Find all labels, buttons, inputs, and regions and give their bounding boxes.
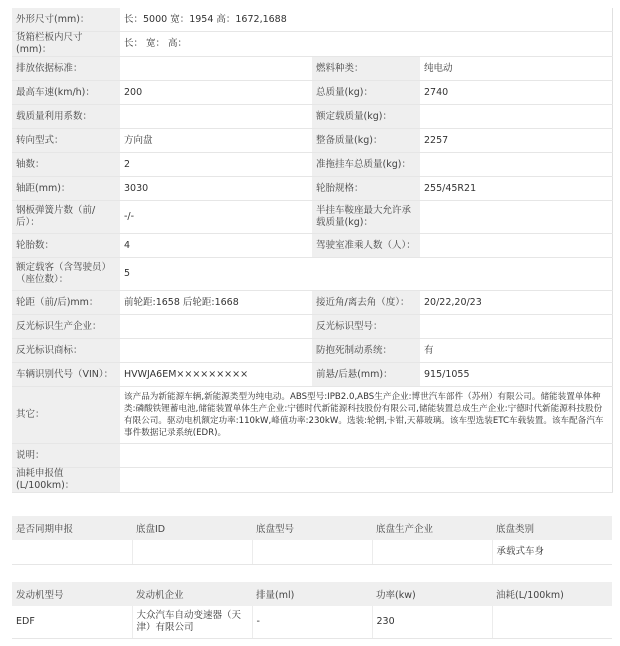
cell-power: 230: [372, 606, 492, 639]
value-steering: 方向盘: [120, 129, 312, 153]
value-wheelbase: 3030: [120, 177, 312, 201]
label-cab-occupants: 驾驶室准乘人数（人）：: [312, 234, 420, 258]
value-fuel-consumption: [120, 468, 612, 493]
cell-engine-model: EDF: [12, 606, 132, 639]
header-chassis-model: 底盘型号: [252, 516, 372, 540]
chassis-table: [12, 516, 612, 565]
value-rated-load: [420, 105, 612, 129]
label-tire-count: 轮胎数：: [12, 234, 120, 258]
label-fuel-type: 燃料种类：: [312, 57, 420, 81]
table-row: [12, 57, 612, 81]
value-reflector-model: [420, 315, 612, 339]
table-header-row: [12, 516, 612, 540]
cell-chassis-maker: [372, 540, 492, 565]
value-fuel-type: 纯电动: [420, 57, 612, 81]
label-rated-load: 额定载质量(kg)：: [312, 105, 420, 129]
value-curb-mass: 2257: [420, 129, 612, 153]
label-other: 其它：: [12, 387, 120, 444]
value-trailer-mass: [420, 153, 612, 177]
table-row: [12, 201, 612, 234]
cell-displacement: -: [252, 606, 372, 639]
label-reflector-model: 反光标识型号：: [312, 315, 420, 339]
label-curb-mass: 整备质量(kg)：: [312, 129, 420, 153]
cell-chassis-type: 承载式车身: [492, 540, 612, 565]
table-header-row: [12, 582, 612, 606]
label-approach-departure: 接近角/离去角（度）：: [312, 291, 420, 315]
value-reflector-brand: [120, 339, 312, 363]
table-row: [12, 315, 612, 339]
table-row: [12, 234, 612, 258]
value-seats: 5: [120, 258, 612, 291]
table-row: [12, 177, 612, 201]
header-concurrent-declaration: 是否同期申报: [12, 516, 132, 540]
value-overhang: 915/1055: [420, 363, 612, 387]
value-leaf-springs: -/-: [120, 201, 312, 234]
table-row: [12, 606, 612, 639]
value-cargo-dimensions: 长： 宽： 高：: [120, 32, 612, 57]
label-overhang: 前悬/后悬(mm)：: [312, 363, 420, 387]
value-dimensions: 长：5000 宽：1954 高：1672,1688: [120, 8, 612, 32]
label-dimensions: 外形尺寸(mm)：: [12, 8, 120, 32]
label-vin: 车辆识别代号（VIN）：: [12, 363, 120, 387]
label-cargo-dimensions: 货箱栏板内尺寸(mm)：: [12, 32, 120, 57]
value-other: 该产品为新能源车辆,新能源类型为纯电动。ABS型号:IPB2.0,ABS生产企业:博世汽车部件（苏州）有限公司。储能装置单体种类:磷酸铁锂蓄电池,储能装置单体生产企业:宁德时代新能源科技股份有限公司,储能装置总成生产企业:宁德时代新能源科技股份有限公司。驱动电机额定功率:110kW,峰值功率:230kW。选装:轮辋,卡钳,天幕玻璃。该车型选装ETC车载装置。该车配备汽车事件数据记录系统(EDR)。: [120, 387, 612, 444]
table-row: [12, 32, 612, 57]
value-track: 前轮距:1658 后轮距:1668: [120, 291, 312, 315]
label-trailer-mass: 准拖挂车总质量(kg)：: [312, 153, 420, 177]
cell-chassis-id: [132, 540, 252, 565]
label-track: 轮距（前/后)mm：: [12, 291, 120, 315]
label-reflector-maker: 反光标识生产企业：: [12, 315, 120, 339]
value-emission-standard: [120, 57, 312, 81]
value-axles: 2: [120, 153, 312, 177]
table-row: [12, 339, 612, 363]
label-emission-standard: 排放依据标准：: [12, 57, 120, 81]
table-row: [12, 540, 612, 565]
value-load-factor: [120, 105, 312, 129]
cell-chassis-model: [252, 540, 372, 565]
header-chassis-type: 底盘类别: [492, 516, 612, 540]
table-row: [12, 129, 612, 153]
label-reflector-brand: 反光标识商标：: [12, 339, 120, 363]
label-axles: 轴数：: [12, 153, 120, 177]
label-seats: 额定载客（含驾驶员）（座位数）：: [12, 258, 120, 291]
table-row: [12, 387, 612, 444]
value-reflector-maker: [120, 315, 312, 339]
value-notes: [120, 444, 612, 468]
label-load-factor: 载质量利用系数：: [12, 105, 120, 129]
label-steering: 转向型式：: [12, 129, 120, 153]
header-engine-model: 发动机型号: [12, 582, 132, 606]
table-row: [12, 8, 612, 32]
table-row: [12, 81, 612, 105]
label-tire-spec: 轮胎规格：: [312, 177, 420, 201]
header-engine-maker: 发动机企业: [132, 582, 252, 606]
table-row: [12, 105, 612, 129]
vehicle-params-table: [12, 8, 613, 493]
value-abs: 有: [420, 339, 612, 363]
cell-engine-maker: 大众汽车自动变速器（天津）有限公司: [132, 606, 252, 639]
value-gross-mass: 2740: [420, 81, 612, 105]
header-power: 功率(kw): [372, 582, 492, 606]
cell-fuel-consumption: [492, 606, 612, 639]
header-chassis-maker: 底盘生产企业: [372, 516, 492, 540]
engine-table: [12, 582, 612, 639]
table-row: [12, 363, 612, 387]
header-fuel-consumption: 油耗(L/100km): [492, 582, 612, 606]
value-vin: HVWJA6EM×××××××××: [120, 363, 312, 387]
table-row: [12, 258, 612, 291]
table-row: [12, 153, 612, 177]
table-row: [12, 444, 612, 468]
label-max-speed: 最高车速(km/h)：: [12, 81, 120, 105]
label-leaf-springs: 钢板弹簧片数（前/后）：: [12, 201, 120, 234]
label-wheelbase: 轴距(mm)：: [12, 177, 120, 201]
value-tire-count: 4: [120, 234, 312, 258]
cell-concurrent-declaration: [12, 540, 132, 565]
table-row: [12, 291, 612, 315]
value-max-speed: 200: [120, 81, 312, 105]
value-cab-occupants: [420, 234, 612, 258]
value-approach-departure: 20/22,20/23: [420, 291, 612, 315]
label-gross-mass: 总质量(kg)：: [312, 81, 420, 105]
label-abs: 防抱死制动系统：: [312, 339, 420, 363]
header-chassis-id: 底盘ID: [132, 516, 252, 540]
header-displacement: 排量(ml): [252, 582, 372, 606]
label-notes: 说明：: [12, 444, 120, 468]
label-fuel-consumption: 油耗申报值(L/100km)：: [12, 468, 120, 493]
value-saddle-load: [420, 201, 612, 234]
value-tire-spec: 255/45R21: [420, 177, 612, 201]
label-saddle-load: 半挂车鞍座最大允许承载质量(kg)：: [312, 201, 420, 234]
table-row: [12, 468, 612, 493]
